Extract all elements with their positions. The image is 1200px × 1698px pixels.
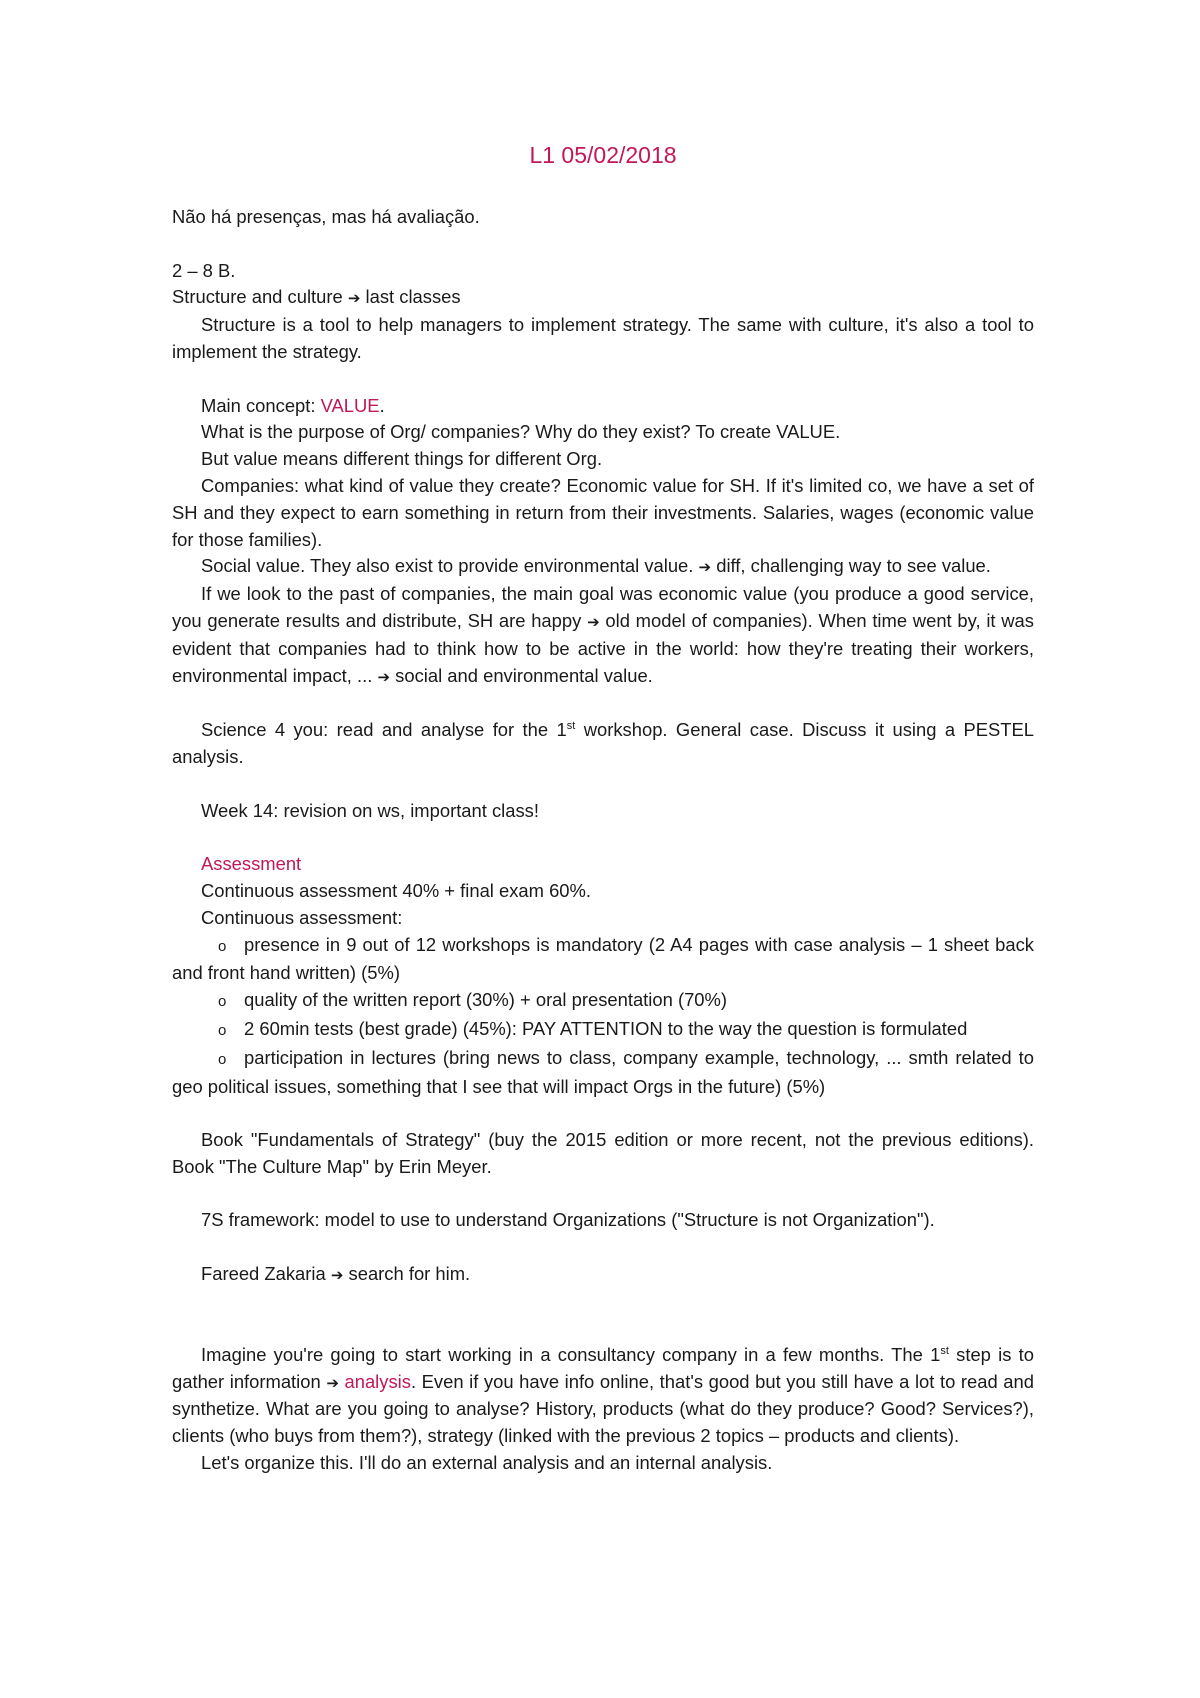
past-c: social and environmental value. — [395, 664, 653, 686]
bullet-text: participation in lectures (bring news to class, company example, technology, ... smth related to geo political issues, something that I see that will impact Orgs in the future) (5%) — [172, 1046, 1034, 1097]
assessment-heading: Assessment — [201, 853, 302, 875]
structure-right: last classes — [365, 286, 461, 308]
arrow-icon: ➔ — [347, 289, 361, 308]
arrow-icon: ➔ — [587, 612, 600, 631]
assessment-bullet — [172, 1045, 1034, 1101]
intro-line: Não há presenças, mas há avaliação. — [172, 206, 480, 227]
arrow-icon: ➔ — [326, 1373, 339, 1392]
assessment-bullet — [172, 1016, 1034, 1045]
spacer — [172, 824, 1034, 851]
structure-line — [172, 284, 1034, 312]
past-b: old model of companies). When time went by, it was evident that companies had to think how to be active in the world: how they're treating their workers, environmental impact, ... — [172, 609, 1034, 686]
assessment-line-1: Continuous assessment 40% + final exam 60%. — [201, 879, 591, 901]
social-paragraph — [172, 553, 1034, 581]
social-left: Social value. They also exist to provide environmental value. — [201, 555, 694, 577]
zakaria-right: search for him. — [348, 1263, 471, 1285]
arrow-icon: ➔ — [377, 667, 391, 686]
spacer — [172, 366, 1034, 393]
bullet-icon: o — [218, 993, 227, 1011]
main-concept-end: . — [379, 394, 385, 416]
zakaria-left: Fareed Zakaria — [201, 1263, 326, 1285]
purpose-line: What is the purpose of Org/ companies? Why do they exist? To create VALUE. — [201, 421, 841, 443]
spacer — [172, 1234, 1034, 1261]
past-paragraph — [172, 581, 1034, 690]
superscript: st — [566, 720, 576, 733]
organize-line: Let's organize this. I'll do an external analysis and an internal analysis. — [201, 1452, 773, 1474]
imagine-paragraph — [172, 1342, 1034, 1450]
bullet-icon: o — [218, 1021, 227, 1039]
bullet-text: 2 60min tests (best grade) (45%): PAY ATTENTION to the way the question is formulated — [244, 1017, 968, 1039]
structure-left: Structure and culture — [172, 286, 343, 308]
assessment-line-2: Continuous assessment: — [201, 906, 403, 928]
spacer — [172, 1100, 1034, 1127]
bullet-icon: o — [218, 937, 227, 955]
structure-paragraph: Structure is a tool to help managers to implement strategy. The same with culture, it's also a tool to implement the strategy. — [172, 314, 1034, 362]
spacer — [172, 1289, 1034, 1342]
assessment-bullet — [172, 987, 1034, 1016]
spacer — [172, 1181, 1034, 1208]
science-paragraph — [172, 717, 1034, 771]
science-a: Science 4 you: read and analyse for the 1 — [201, 719, 567, 741]
social-right: diff, challenging way to see value. — [716, 555, 991, 577]
imagine-a: Imagine you're going to start working in a consultancy company in a few months. The 1 — [201, 1343, 941, 1365]
spacer — [172, 231, 1034, 258]
main-concept-value: VALUE — [320, 394, 380, 416]
science-b: workshop. General case. Discuss it using a PESTEL analysis. — [172, 719, 1034, 767]
companies-paragraph: Companies: what kind of value they create? Economic value for SH. If it's limited co, we have a set of SH and they expect to earn something in return from their investments. Salaries, wages (economic value for those families). — [172, 474, 1034, 550]
assessment-bullet — [172, 932, 1034, 988]
bullet-text: quality of the written report (30%) + oral presentation (70%) — [244, 989, 727, 1011]
bullet-icon: o — [218, 1050, 227, 1068]
value-line: But value means different things for different Org. — [201, 448, 603, 470]
arrow-icon: ➔ — [330, 1266, 344, 1285]
main-concept-line — [172, 393, 1034, 420]
superscript: st — [940, 1344, 949, 1357]
framework-line: 7S framework: model to use to understand Organizations ("Structure is not Organization"). — [201, 1209, 935, 1231]
imagine-b: step is to gather information — [172, 1343, 1034, 1392]
main-concept-label: Main concept: — [201, 394, 316, 416]
header-line: 2 – 8 B. — [172, 259, 236, 281]
imagine-c: . Even if you have info online, that's good but you still have a lot to read and synthetize. What are you going to analyse? History, products (what do they produce? Good? Services?), clients (who buys from them?), strategy (linked with the previous 2 topics – products and clients). — [172, 1370, 1034, 1447]
book-paragraph: Book "Fundamentals of Strategy" (buy the 2015 edition or more recent, not the previous editions). Book "The Culture Map" by Erin Meyer. — [172, 1129, 1034, 1177]
week-line: Week 14: revision on ws, important class! — [201, 799, 539, 821]
spacer — [172, 690, 1034, 717]
bullet-text: presence in 9 out of 12 workshops is mandatory (2 A4 pages with case analysis – 1 sheet back and front hand written) (5%) — [172, 933, 1034, 984]
spacer — [172, 771, 1034, 798]
zakaria-line — [172, 1261, 1034, 1289]
arrow-icon: ➔ — [698, 558, 712, 577]
page-title: L1 05/02/2018 — [529, 142, 677, 168]
past-a: If we look to the past of companies, the main goal was economic value (you produce a good service, you generate results and distribute, SH are happy — [172, 583, 1034, 631]
imagine-accent: analysis — [344, 1370, 411, 1392]
